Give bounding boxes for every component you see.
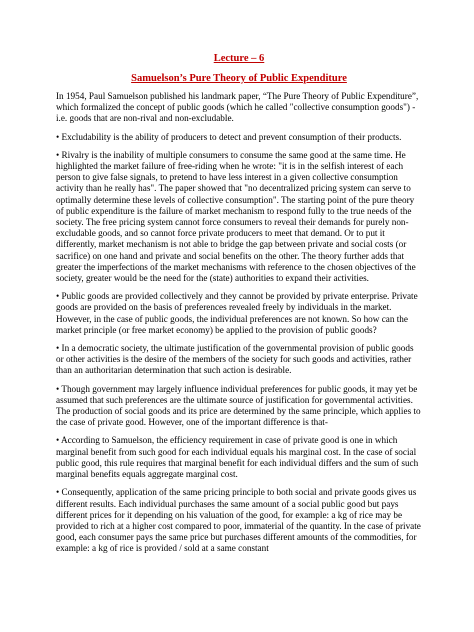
- paragraph-rivalry: • Rivalry is the inability of multiple consumers to consume the same good at the same time. He highlighted the market failure of free-riding when he wrote: "it is in the selfish interest of each person to give false signals, to pretend to have less interest in a given collective consumption activity than he really has". The paper showed that "no decentralized pricing system can serve to optimally determine these levels of collective consumption". The starting point of the pure theory of public expenditure is the failure of market mechanism to respond fully to the true needs of the society. The free pricing system cannot force consumers to reveal their demands for purely non-excludable goods, and so cannot force private producers to meet that demand. Or to put it differently, market mechanism is not able to bridge the gap between private and social costs (or sacrifice) on one hand and private and social benefits on the other. The theory further adds that greater the imperfections of the market mechanisms with reference to the chosen objectives of the society, greater would be the need for the (state) authorities to expand their activities.: [56, 149, 416, 284]
- paragraph-intro: In 1954, Paul Samuelson published his landmark paper, “The Pure Theory of Public Expenditure”, which formalized the concept of public goods (which he called "collective consumption goods") - i.e. goods that are non-rival and non-excludable.: [56, 91, 419, 124]
- paragraph-excludability: • Excludability is the ability of producers to detect and prevent consumption of their products.: [56, 131, 402, 142]
- paragraph-pricing-principle: • Consequently, application of the same pricing principle to both social and private goods gives us different results. Each individual purchases the same amount of a social public good but pays different prices for it depending on his valuation of the good, for example: a kg of rice may be provided to rich at a higher cost compared to poor, immaterial of the quantity. In the case of private good, each consumer pays the same price but purchases different amounts of the commodities, for example: a kg of rice is provided / sold at a same constant: [56, 487, 421, 554]
- paragraph-efficiency-requirement: • According to Samuelson, the efficiency requirement in case of private good is one in which marginal benefit from such good for each individual equals his marginal cost. In the case of social public good, this rule requires that marginal benefit for each individual differs and the sum of such marginal benefits equals aggregate marginal cost.: [56, 435, 419, 480]
- paragraph-democratic-society: • In a democratic society, the ultimate justification of the governmental provision of public goods or other activities is the desire of the members of the society for such goods and activities, rather than an authoritarian determination that such action is desirable.: [56, 343, 414, 376]
- document-subtitle: Samuelson’s Pure Theory of Public Expenditure: [131, 73, 347, 84]
- paragraph-government-preferences: • Though government may largely influence individual preferences for public goods, it may yet be assumed that such preferences are the ultimate source of justification for governmental activities. The production of social goods and its price are determined by the same principle, which applies to the case of private good. However, one of the important difference is that-: [56, 383, 421, 428]
- paragraph-public-goods: • Public goods are provided collectively and they cannot be provided by private enterprise. Private goods are provided on the basis of preferences revealed freely by individuals in the market. However, in the case of public goods, the individual preferences are not known. So how can the market principle (or free market economy) be applied to the provision of public goods?: [56, 291, 418, 335]
- lecture-title: Lecture – 6: [213, 53, 265, 64]
